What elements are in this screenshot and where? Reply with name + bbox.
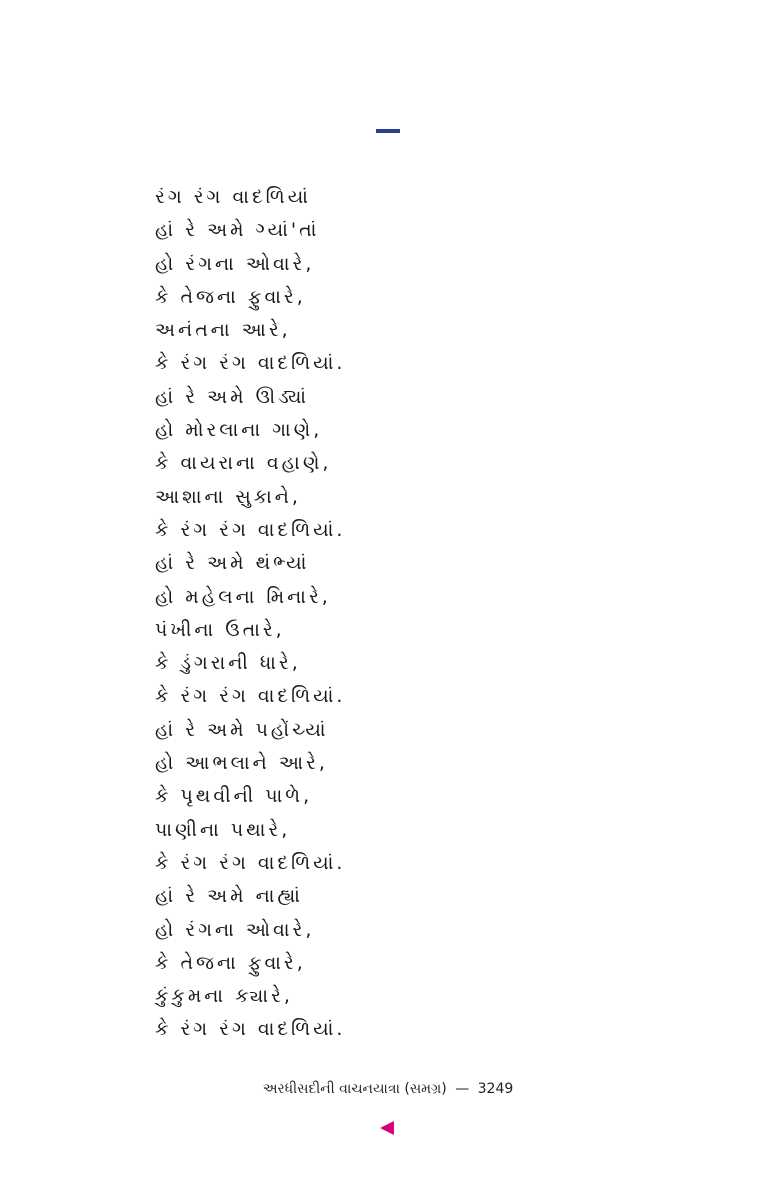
footer-separator: — (455, 1081, 470, 1097)
poem-line: કે રંગ રંગ વાદળિયાં. (155, 518, 346, 541)
poem-line: હો રંગના ઓવારે, (155, 918, 315, 941)
poem-line: કે રંગ રંગ વાદળિયાં. (155, 352, 346, 375)
poem-line: પંખીના ઉતારે, (155, 618, 285, 641)
poem-line: કે તેજના ફુવારે, (155, 285, 306, 308)
page-footer (0, 1081, 776, 1097)
poem-line: હાં રે અમે પહોંચ્યાં (155, 718, 329, 741)
poem (155, 181, 345, 1047)
poem-line: હાં રે અમે થંભ્યાં (155, 552, 310, 575)
poem-line: કુંકુમના ક્યારે, (155, 985, 293, 1008)
page-number: 3249 (477, 1081, 514, 1097)
poem-line: હો આભલાને આરે, (155, 752, 328, 775)
section-dash (376, 129, 400, 133)
poem-line: કે રંગ રંગ વાદળિયાં. (155, 685, 346, 708)
poem-line: કે તેજના ફુવારે, (155, 951, 306, 974)
poem-line: કે પૃથવીની પાળે, (155, 785, 313, 808)
poem-line: હો મહેલના મિનારે, (155, 585, 331, 608)
triangle-left-icon[interactable] (380, 1121, 394, 1135)
book-title: અરધીસદીની વાચનયાત્રા (સમગ્ર) (262, 1081, 447, 1097)
poem-line: કે રંગ રંગ વાદળિયાં. (155, 1018, 346, 1041)
poem-line: અનંતના આરે, (155, 319, 291, 342)
poem-line: રંગ રંગ વાદળિયાં (155, 186, 311, 208)
poem-line: કે વાયરાના વહાણે, (155, 452, 332, 475)
poem-line: હાં રે અમે ગ્યાં'તાં (155, 219, 320, 242)
poem-line: પાણીના પથારે, (155, 818, 291, 841)
poem-line: હાં રે અમે ઊડ્યાં (155, 385, 310, 408)
poem-line: હો રંગના ઓવારે, (155, 252, 315, 275)
poem-line: હાં રે અમે નાહ્યાં (155, 885, 303, 908)
poem-line: હો મોરલાના ગાણે, (155, 419, 323, 442)
poem-line: કે રંગ રંગ વાદળિયાં. (155, 851, 346, 874)
poem-line: આશાના સુકાને, (155, 485, 301, 508)
poem-line: કે ડુંગરાની ધારે, (155, 652, 301, 675)
